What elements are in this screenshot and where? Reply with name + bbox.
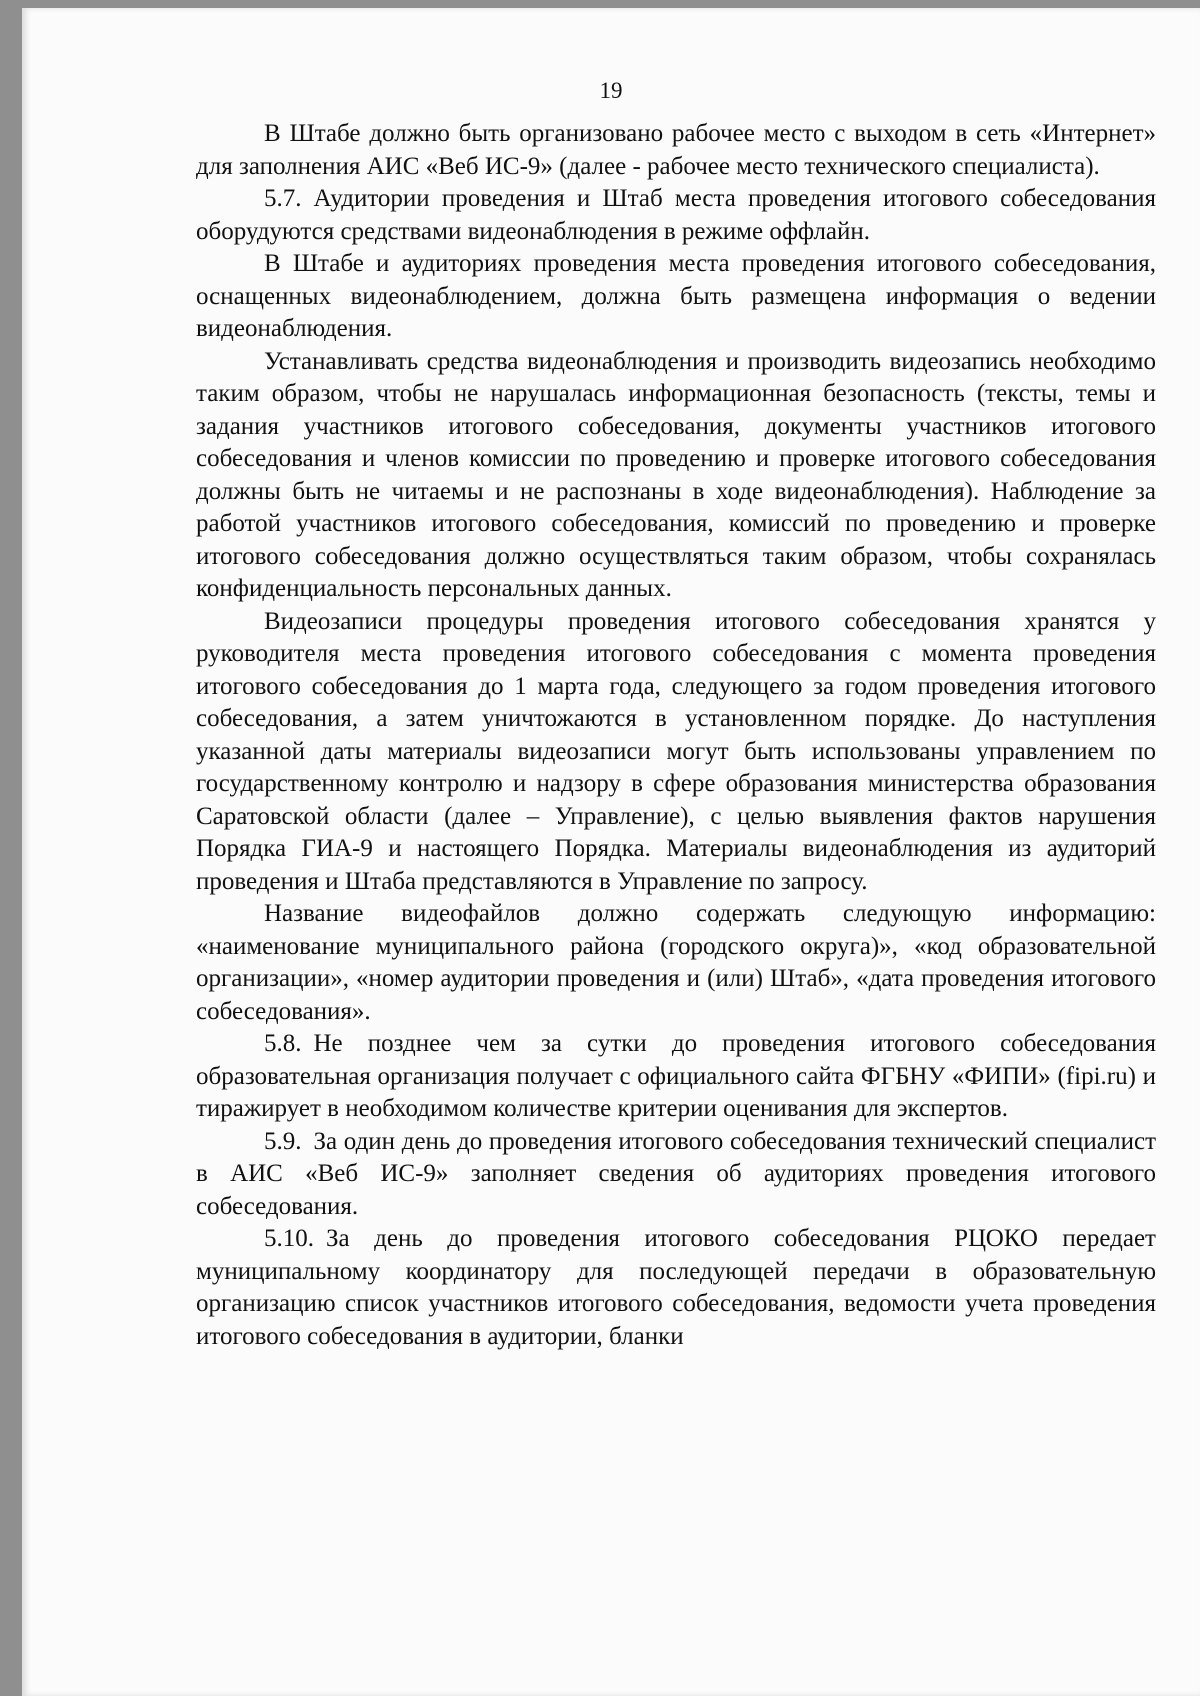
paragraph-text: Устанавливать средства видеонаблюдения и производить видеозапись необходимо таким образом, чтобы не нарушалась информационная безопасность (тексты, темы и задания участников итогового собеседования, документы участников итогового собеседования и членов комиссии по проведению и проверке итогового собеседования должны быть не читаемы и не распознаны в ходе видеонаблюдения). Наблюдение за работой участников итогового собеседования, комиссий по проведению и проверке итогового собеседования должно осуществляться таким образом, чтобы сохранялась конфиденциальность персональных данных. [196, 347, 1156, 602]
paragraph [196, 606, 1156, 899]
paragraph-number: 5.9. [264, 1127, 302, 1155]
paragraph-5-10 [196, 1223, 1156, 1353]
paragraph-text: Название видеофайлов должно содержать следующую информацию: «наименование муниципального района (городского округа)», «код образовательной организации», «номер аудитории проведения и (или) Штаб», «дата проведения итогового собеседования». [196, 900, 1156, 1025]
paper-sheet [22, 8, 1200, 1696]
paragraph-5-8 [196, 1028, 1156, 1126]
paragraph-5-7 [196, 183, 1156, 248]
paragraph-5-9 [196, 1126, 1156, 1224]
paragraph-number: 5.7. [264, 185, 302, 212]
paragraph [196, 118, 1156, 183]
document-body [196, 118, 1156, 1353]
page-number: 19 [599, 78, 623, 103]
paragraph-text: За день до проведения итогового собеседования РЦОКО передает муниципальному координатору для последующей передачи в образовательную организацию список участников итогового собеседования, ведомости учета проведения итогового собеседования в аудитории, бланки [196, 1225, 1156, 1350]
paragraph-number: 5.10. [264, 1225, 314, 1252]
paragraph-text: За один день до проведения итогового собеседования технический специалист в АИС «Веб ИС-9» заполняет сведения об аудиториях проведения итогового собеседования. [196, 1127, 1156, 1220]
paragraph [196, 248, 1156, 346]
paragraph-text: В Штабе должно быть организовано рабочее место с выходом в сеть «Интернет» для заполнения АИС «Веб ИС-9» (далее - рабочее место технического специалиста). [196, 120, 1156, 180]
paragraph-text: Видеозаписи процедуры проведения итогового собеседования хранятся у руководителя места проведения итогового собеседования с момента проведения итогового собеседования до 1 марта года, следующего за годом проведения итогового собеседования, а затем уничтожаются в установленном порядке. До наступления указанной даты материалы видеозаписи могут быть использованы управлением по государственному контролю и надзору в сфере образования министерства образования Саратовской области (далее – Управление), с целью выявления фактов нарушения Порядка ГИА-9 и настоящего Порядка. Материалы видеонаблюдения из аудиторий проведения и Штаба представляются в Управление по запросу. [196, 607, 1156, 895]
paragraph-text: Не позднее чем за сутки до проведения итогового собеседования образовательная организация получает с официального сайта ФГБНУ «ФИПИ» (fipi.ru) и тиражирует в необходимом количестве критерии оценивания для экспертов. [196, 1030, 1156, 1122]
paragraph-number: 5.8. [264, 1030, 302, 1057]
paragraph [196, 898, 1156, 1028]
paragraph [196, 346, 1156, 606]
paragraph-text: Аудитории проведения и Штаб места проведения итогового собеседования оборудуются средствами видеонаблюдения в режиме оффлайн. [196, 185, 1156, 245]
paragraph-text: В Штабе и аудиториях проведения места проведения итогового собеседования, оснащенных видеонаблюдением, должна быть размещена информация о ведении видеонаблюдения. [196, 250, 1156, 342]
